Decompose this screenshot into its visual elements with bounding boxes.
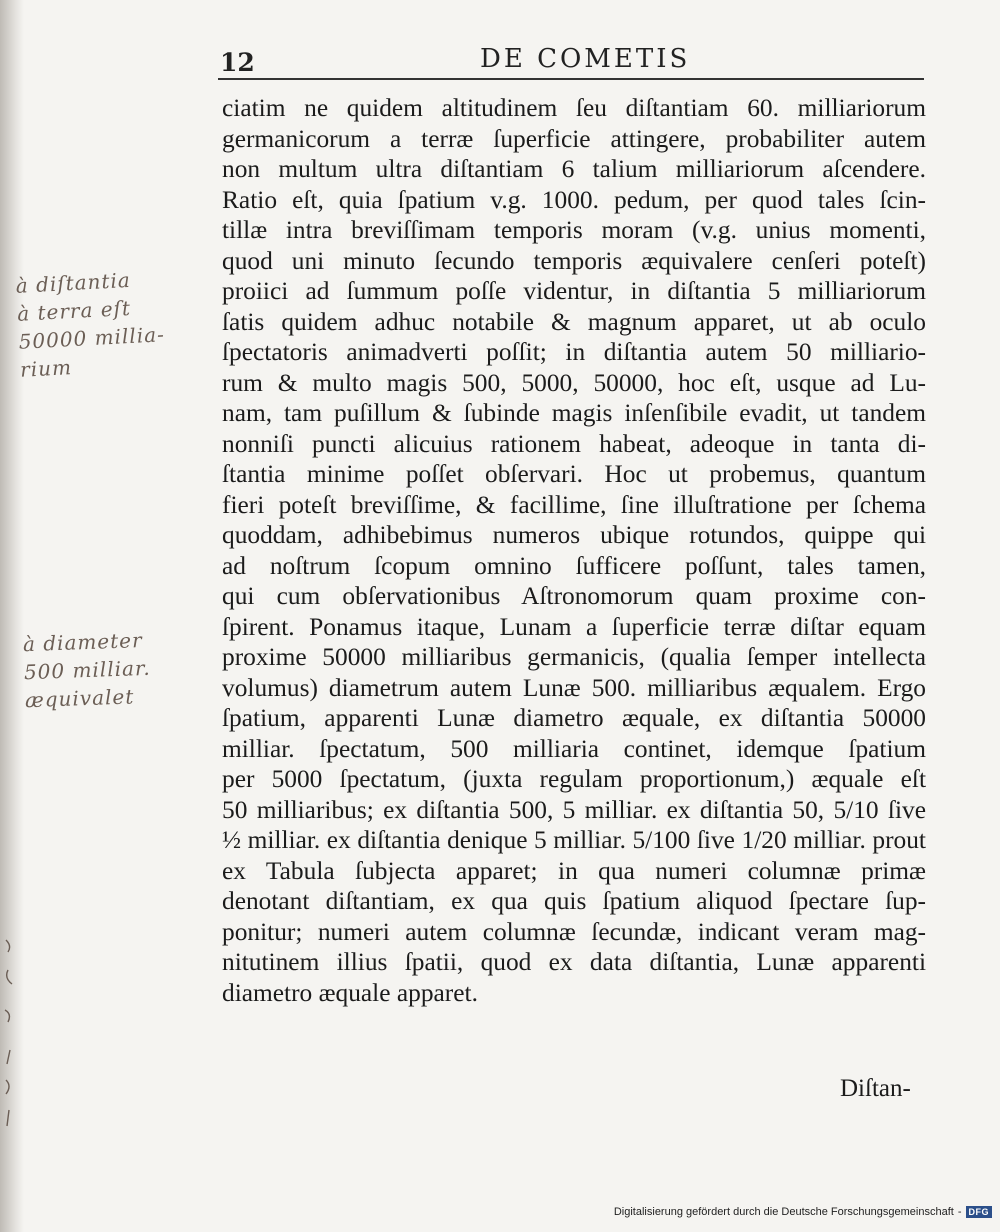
margin-annotation-diameter <box>23 628 153 716</box>
text-line: 50 milliaribus; ex diſtantia 500, 5 milliar. ex diſtantia 50, 5/10 ſive <box>222 795 926 824</box>
text-line: ponitur; numeri autem columnæ ſecundæ, indicant veram mag- <box>222 917 926 946</box>
text-line: ex Tabula ſubjecta apparet; in qua numeri columnæ primæ <box>222 856 926 885</box>
text-line: denotant diſtantiam, ex qua quis ſpatium aliquod ſpectare ſup- <box>222 887 926 915</box>
text-line: quoddam, adhibebimus numeros ubique rotundos, quippe qui <box>222 521 926 549</box>
footer-separator: - <box>957 1206 962 1218</box>
body-text <box>222 93 926 1008</box>
dfg-logo: DFG <box>966 1206 993 1218</box>
annotation-line: 50000 millia- <box>18 322 166 354</box>
text-line: milliar. ſpectatum, 500 milliaria continet, idemque ſpatium <box>222 734 926 763</box>
margin-annotation-distance <box>15 266 167 385</box>
page-number: 12 <box>220 48 255 77</box>
text-line: fieri poteſt breviſſime, & facillime, ſine illuſtratione per ſchema <box>222 490 926 519</box>
edge-ink-marks <box>2 930 20 1130</box>
text-line: diametro æquale apparet. <box>222 978 478 1007</box>
text-line: germanicorum a terræ ſuperficie attingere, probabiliter autem <box>222 124 926 153</box>
header-rule <box>218 78 924 80</box>
footer-credit: Digitalisierung gefördert durch die Deutsche Forschungsgemeinschaft <box>613 1206 954 1218</box>
text-line: tillæ intra breviſſimam temporis moram (v.g. unius momenti, <box>222 216 926 244</box>
text-line: nam, tam puſillum & ſubinde magis inſenſibile evadit, ut tandem <box>222 399 926 427</box>
text-line: qui cum obſervationibus Aſtronomorum quam proxime con- <box>222 582 926 610</box>
annotation-line: à diſtantia <box>15 267 132 298</box>
running-title: DE COMETIS <box>480 44 691 74</box>
annotation-line: à terra eſt <box>16 295 132 326</box>
catchword: Diſtan- <box>840 1075 911 1102</box>
annotation-line: æquivalet <box>24 684 135 713</box>
text-line: per 5000 ſpectatum, (juxta regulam proportionum,) æquale eſt <box>222 765 926 793</box>
text-line: nitutinem illius ſpatii, quod ex data diſtantia, Lunæ apparenti <box>222 948 926 976</box>
text-line: rum & multo magis 500, 5000, 50000, hoc eſt, usque ad Lu- <box>222 368 926 397</box>
text-line: proxime 50000 milliaribus germanicis, (qualia ſemper intellecta <box>222 643 926 671</box>
annotation-line: 500 milliar. <box>23 655 152 685</box>
digitization-footer <box>614 1206 992 1218</box>
text-line: ſtantia minime poſſet obſervari. Hoc ut probemus, quantum <box>222 460 926 488</box>
text-line: volumus) diametrum autem Lunæ 500. milliaribus æqualem. Ergo <box>222 673 926 702</box>
annotation-line: rium <box>19 355 73 382</box>
annotation-line: à diameter <box>22 628 143 657</box>
text-line: proiici ad ſummum poſſe videntur, in diſtantia 5 milliariorum <box>222 277 926 305</box>
text-line: nonniſi puncti alicuius rationem habeat, adeoque in tanta di- <box>222 429 926 458</box>
text-line: quod uni minuto ſecundo temporis æquivalere cenſeri poteſt) <box>222 246 926 275</box>
text-line: ½ milliar. ex diſtantia denique 5 milliar. 5/100 ſive 1/20 milliar. prout <box>222 826 926 854</box>
text-line: Ratio eſt, quia ſpatium v.g. 1000. pedum, per quod tales ſcin- <box>222 185 926 214</box>
text-line: ſpatium, apparenti Lunæ diametro æquale, ex diſtantia 50000 <box>222 704 926 732</box>
text-line: ciatim ne quidem altitudinem ſeu diſtantiam 60. milliariorum <box>222 94 926 122</box>
text-line: ſatis quidem adhuc notabile & magnum apparet, ut ab oculo <box>222 307 926 336</box>
text-line: ſpirent. Ponamus itaque, Lunam a ſuperficie terræ diſtar equam <box>222 612 926 641</box>
text-line: ſpectatoris animadverti poſſit; in diſtantia autem 50 milliario- <box>222 338 926 366</box>
text-line: ad noſtrum ſcopum omnino ſufficere poſſunt, tales tamen, <box>222 551 926 580</box>
text-line: non multum ultra diſtantiam 6 talium milliariorum aſcendere. <box>222 155 926 183</box>
